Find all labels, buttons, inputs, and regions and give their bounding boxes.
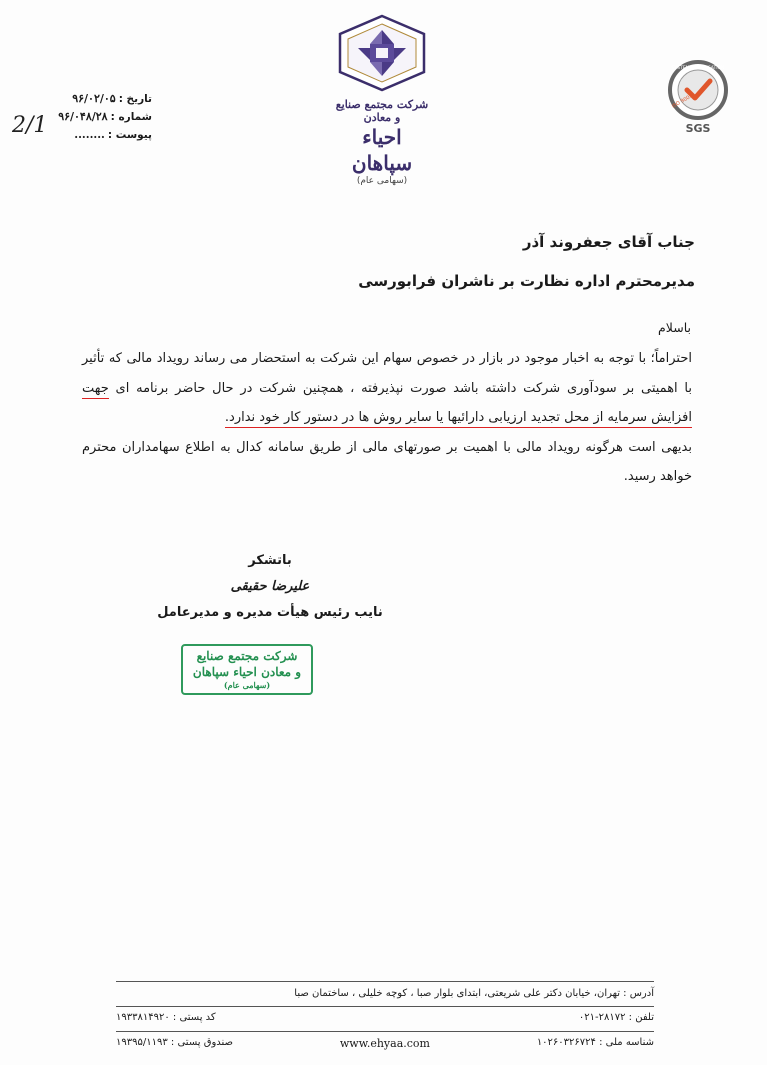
sgs-certification-badge [662,60,734,135]
footer-divider-top [116,981,654,982]
sgs-ring-text: SYSTEM CERTIFICATION [671,66,725,71]
footer-divider-mid [116,1006,654,1007]
sgs-label: SGS [685,122,711,135]
underlined-statement: جهت افزایش سرمایه از محل تجدید ارزیابی دارائیها یا سایر روش ها در دستور کار خود ندارد. [82,381,692,429]
greeting: باسلام [658,320,691,335]
company-type: (سهامی عام) [356,176,408,186]
company-emblem-icon [336,14,428,92]
paragraph-1-text: احتراماً؛ با توجه به اخبار موجود در بازار در خصوص سهام این شرکت به استحضار می رساند رویداد مالی که تأثیر با اهمیتی بر سودآوری شرکت داشته باشد صورت نپذیرفته ، همچنین شرکت در حال حاضر برنامه ای [82,351,692,396]
stamp-line3: (سهامی عام) [223,680,271,690]
number-label: شماره : [110,111,152,123]
addressee-title: مدیرمحترم اداره نظارت بر ناشران فرابورسی [358,272,695,290]
signatory-title: نایب رئیس هیأت مدیره و مدیرعامل [157,605,383,620]
footer-postal-code: کد پستی : ۱۹۳۳۸۱۴۹۲۰ [116,1012,216,1023]
date-row [22,90,152,108]
footer-website[interactable]: www.ehyaa.com [339,1037,430,1050]
footer-po-box: صندوق پستی : ۱۹۳۹۵/۱۱۹۳ [116,1037,234,1048]
signature-block [150,548,390,626]
number-value: ۹۶/۰۴۸/۲۸ [58,110,108,123]
footer-phone: تلفن : ۲۸۱۷۲-۰۲۱ [578,1012,654,1023]
attachment-value: ........ [74,128,105,141]
handwritten-mark: 2/1 [12,113,48,138]
paragraph-1 [82,344,692,433]
addressee-name: جناب آقای جعفروند آذر [522,233,695,251]
stamp-line2: و معادن احیاء سپاهان [192,665,302,679]
date-value: ۹۶/۰۲/۰۵ [72,92,116,105]
company-name-line1: شرکت مجتمع صنایع و معادن [335,98,429,124]
letter-body [82,344,692,492]
footer-address-row [116,988,654,999]
date-label: تاریخ : [118,93,152,105]
signatory-name: علیرضا حقیقی [230,579,310,594]
attachment-label: پیوست : [107,129,152,141]
footer-address: آدرس : تهران، خیابان دکتر علی شریعتی، ابتدای بلوار صبا ، کوچه خلیلی ، ساختمان صبا [294,988,654,999]
footer-divider-bottom [116,1031,654,1032]
paragraph-2: بدیهی است هرگونه رویداد مالی با اهمیت بر صورتهای مالی از طریق سامانه کدال به اطلاع سهامداران محترم خواهد رسید. [82,439,692,484]
footer-national-id: شناسه ملی : ۱۰۲۶۰۳۲۶۷۲۴ [536,1037,654,1048]
footer-contact-row [116,1012,654,1023]
stamp-line1: شرکت مجتمع صنایع [196,649,298,663]
company-name-line2: احیاء سپاهان [351,125,413,175]
closing-thanks: باتشکر [248,553,292,568]
iso-text: ISO 9001 [671,93,694,110]
company-stamp [181,644,313,695]
certification-check-icon [663,60,733,122]
company-logo [334,14,430,186]
footer-ids-row [116,1037,654,1050]
